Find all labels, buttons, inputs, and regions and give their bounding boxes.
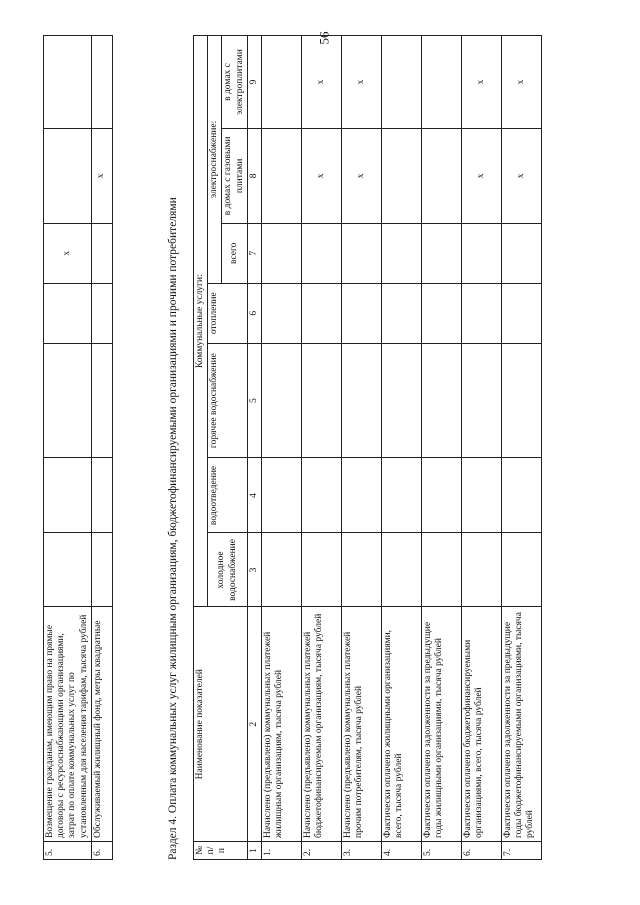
cell-mark: х [91,128,112,223]
data-cell [382,458,422,533]
cell-mark [262,129,302,224]
header-utilities-group: Коммунальные услуги: [194,36,208,607]
column-number: 7 [247,223,261,283]
cell-mark: х [462,36,502,129]
cell-mark [44,128,92,223]
cell-mark [44,343,92,458]
row-indicator-name: Начислено (предъявлено) коммунальных платежей жилищным организациям, тысяча рублей [262,607,302,842]
cell-mark [422,129,462,224]
header-sewerage: водоотведение [208,458,248,533]
cell-mark [44,283,92,343]
data-cell [302,283,342,343]
data-cell [382,283,422,343]
cell-mark: х [302,36,342,129]
data-cell [502,343,542,458]
cell-mark [422,36,462,129]
data-cell [302,533,342,607]
data-cell [302,343,342,458]
column-number: 5 [247,343,261,458]
data-cell [502,458,542,533]
row-number: 3. [342,842,382,860]
row-indicator-name: Начислено (предъявлено) коммунальных платежей прочим потребителям, тысяча рублей [342,607,382,842]
column-number: 4 [247,458,261,533]
header-gas-stoves: в домах с газовыми плитами [222,129,247,224]
data-cell [462,283,502,343]
data-cell [262,458,302,533]
data-cell [462,223,502,283]
data-cell [422,283,462,343]
data-cell [422,343,462,458]
row-number: 5. [44,842,92,860]
continuation-table [43,35,113,860]
data-cell [502,223,542,283]
column-number: 1 [247,842,261,860]
column-number: 9 [247,36,261,129]
row-number: 6. [91,842,112,860]
row-number: 5. [422,842,462,860]
data-cell [342,283,382,343]
data-cell [382,343,422,458]
utility-payments-table [193,35,542,860]
column-number: 6 [247,283,261,343]
cell-mark [44,36,92,129]
data-cell [342,458,382,533]
data-cell [262,283,302,343]
cell-mark: х [342,36,382,129]
header-electricity: электроснабжение: [208,36,222,284]
data-cell [262,343,302,458]
row-number: 2. [302,842,342,860]
column-number-row [247,36,261,860]
data-cell [342,533,382,607]
row-indicator-name: Фактически оплачено жилищными организациями, всего, тысяча рублей [382,607,422,842]
table-header-row [194,36,208,860]
header-electric-stoves: в домах с электроплитами [222,36,247,129]
table-row [462,36,502,860]
cell-mark [91,223,112,283]
data-cell [342,223,382,283]
data-cell [462,458,502,533]
row-number: 1. [262,842,302,860]
data-cell [422,223,462,283]
header-heating: отопление [208,283,248,343]
data-cell [462,533,502,607]
table-row [382,36,422,860]
row-indicator-name: Фактически оплачено задолженности за предыдущие годы жилищными организациями, тысяча рублей [422,607,462,842]
column-number: 3 [247,533,261,607]
cell-mark: х [302,129,342,224]
cell-mark [91,36,112,129]
data-cell [422,533,462,607]
cell-mark [44,458,92,533]
table-row [44,36,92,860]
row-number: 6. [462,842,502,860]
table-row [302,36,342,860]
header-number: № п/п [194,842,248,860]
cell-mark: х [44,223,92,283]
header-indicator-name: Наименование показателей [194,607,248,842]
data-cell [302,223,342,283]
data-cell [262,533,302,607]
cell-mark: х [502,129,542,224]
cell-mark [91,283,112,343]
cell-mark [91,533,112,607]
header-electricity-total: всего [222,223,247,283]
row-indicator-name: Фактически оплачено бюджетофинансируемыми организациями, всего, тысяча рублей [462,607,502,842]
data-cell [382,533,422,607]
table-row [262,36,302,860]
cell-mark: х [462,129,502,224]
row-indicator-name: Возмещение гражданам, имеющим право на прямые договоры с ресурсоснабжающими организациями, затрат по оплате коммунальных услуг по установленным для населения тарифам, тысяча рублей [44,607,92,842]
cell-mark [91,343,112,458]
row-number: 7. [502,842,542,860]
data-cell [462,343,502,458]
cell-mark: х [342,129,382,224]
cell-mark [44,533,92,607]
row-indicator-name: Обслуживаемый жилищный фонд, метры квадратные [91,607,112,842]
cell-mark [382,36,422,129]
data-cell [422,458,462,533]
data-cell [302,458,342,533]
table-row [422,36,462,860]
header-cold-water: холодное водоснабжение [208,533,248,607]
row-indicator-name: Фактически оплачено задолженности за предыдущие годы бюджетофинансируемыми организациями, тысяча рублей [502,607,542,842]
cell-mark [262,36,302,129]
cell-mark: х [502,36,542,129]
data-cell [342,343,382,458]
data-cell [502,533,542,607]
table-row [91,36,112,860]
cell-mark [382,129,422,224]
data-cell [502,283,542,343]
row-indicator-name: Начислено (предъявлено) коммунальных платежей бюджетофинансируемым организациям, тысяча рублей [302,607,342,842]
section-title: Раздел 4. Оплата коммунальных услуг жилищным организациям, бюджетофинансируемыми организациями и прочими потребителями [167,197,179,860]
data-cell [262,223,302,283]
table-row [342,36,382,860]
table-row [502,36,542,860]
column-number: 2 [247,607,261,842]
header-hot-water: горячее водоснабжение [208,343,248,458]
data-cell [382,223,422,283]
cell-mark [91,458,112,533]
column-number: 8 [247,129,261,224]
row-number: 4. [382,842,422,860]
page-number: 56 [316,31,332,45]
